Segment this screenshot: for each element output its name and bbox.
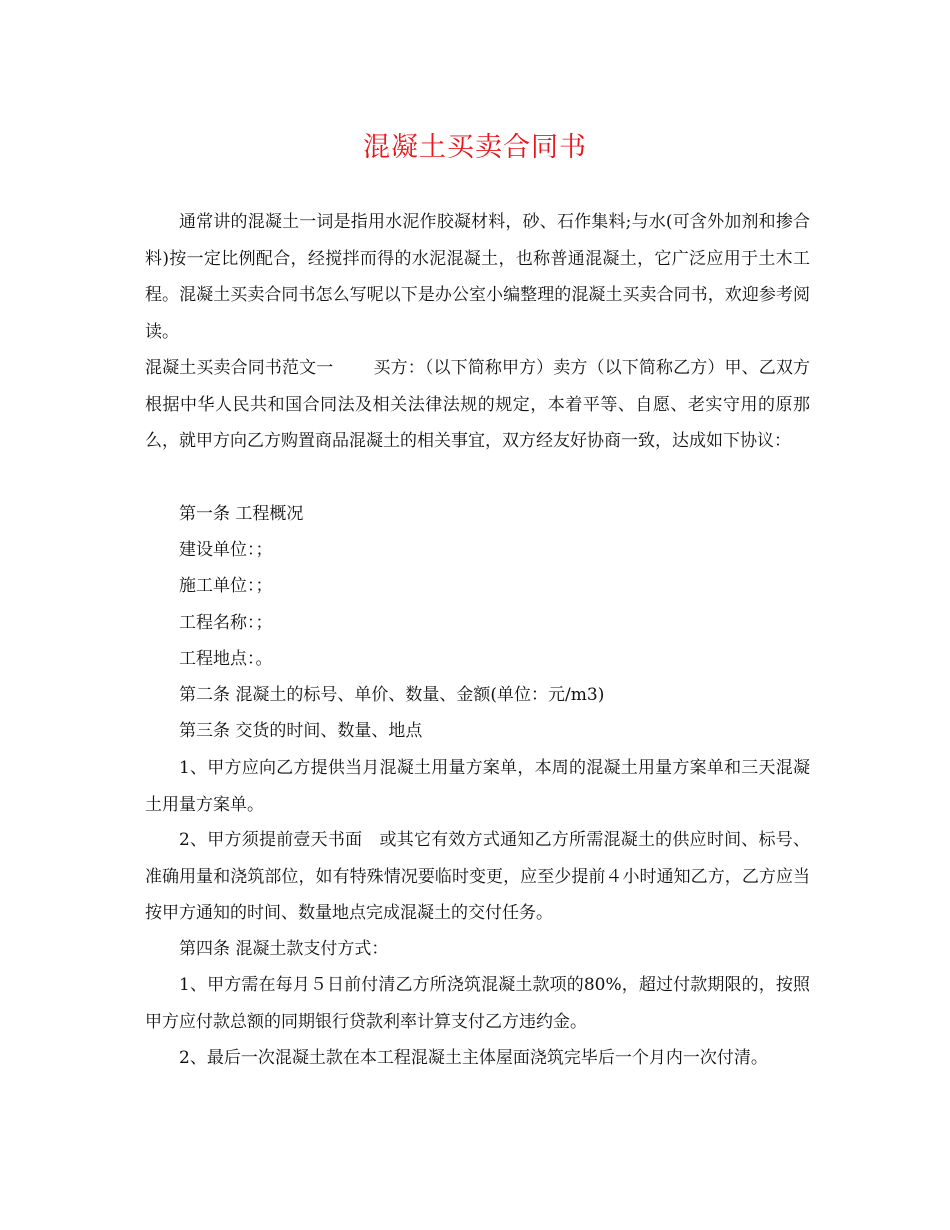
clause-3-1: 1、甲方应向乙方提供当月混凝土用量方案单，本周的混凝土用量方案单和三天混凝土用量方案单。 (145, 758, 810, 815)
intro-paragraph: 通常讲的混凝土一词是指用水泥作胶凝材料，砂、石作集料;与水(可含外加剂和掺合料)按一定比例配合，经搅拌而得的水泥混凝土，也称普通混凝土，它广泛应用于土木工程。混凝土买卖合同书怎么写呢以下是办公室小编整理的混凝土买卖合同书，欢迎参考阅读。 (145, 212, 810, 342)
document-title: 混凝土买卖合同书 (363, 132, 587, 163)
project-name-line: 工程名称：； (179, 613, 273, 633)
clause-4-2: 2、最后一次混凝土款在本工程混凝土主体屋面浇筑完毕后一个月内一次付清。 (179, 1048, 768, 1068)
article-3-heading: 第三条 交货的时间、数量、地点 (179, 721, 423, 741)
sample-heading: 混凝土买卖合同书范文一 (145, 358, 334, 378)
parties-paragraph (145, 350, 810, 460)
project-site-line: 工程地点：。 (179, 649, 273, 669)
article-1-heading: 第一条 工程概况 (179, 504, 304, 524)
clause-4-1: 1、甲方需在每月５日前付清乙方所浇筑混凝土款项的80%，超过付款期限的，按照甲方应付款总额的同期银行贷款利率计算支付乙方违约金。 (145, 975, 810, 1032)
parties-text: 买方：（以下简称甲方）卖方（以下简称乙方）甲、乙双方根据中华人民共和国合同法及相关法律法规的规定，本着平等、自愿、老实守用的原那么，就甲方向乙方购置商品混凝土的相关事宜，双方经友好协商一致，达成如下协议： (145, 358, 811, 451)
article-4-heading: 第四条 混凝土款支付方式： (179, 939, 389, 959)
clause-3-2: 2、甲方须提前壹天书面 或其它有效方式通知乙方所需混凝土的供应时间、标号、准确用量和浇筑部位，如有特殊情况要临时变更，应至少提前４小时通知乙方，乙方应当按甲方通知的时间、数量地点完成混凝土的交付任务。 (145, 830, 810, 923)
construction-unit-line: 建设单位：； (179, 540, 273, 560)
article-2-heading: 第二条 混凝土的标号、单价、数量、金额(单位：元/m3) (179, 685, 605, 705)
builder-unit-line: 施工单位：； (179, 576, 273, 596)
